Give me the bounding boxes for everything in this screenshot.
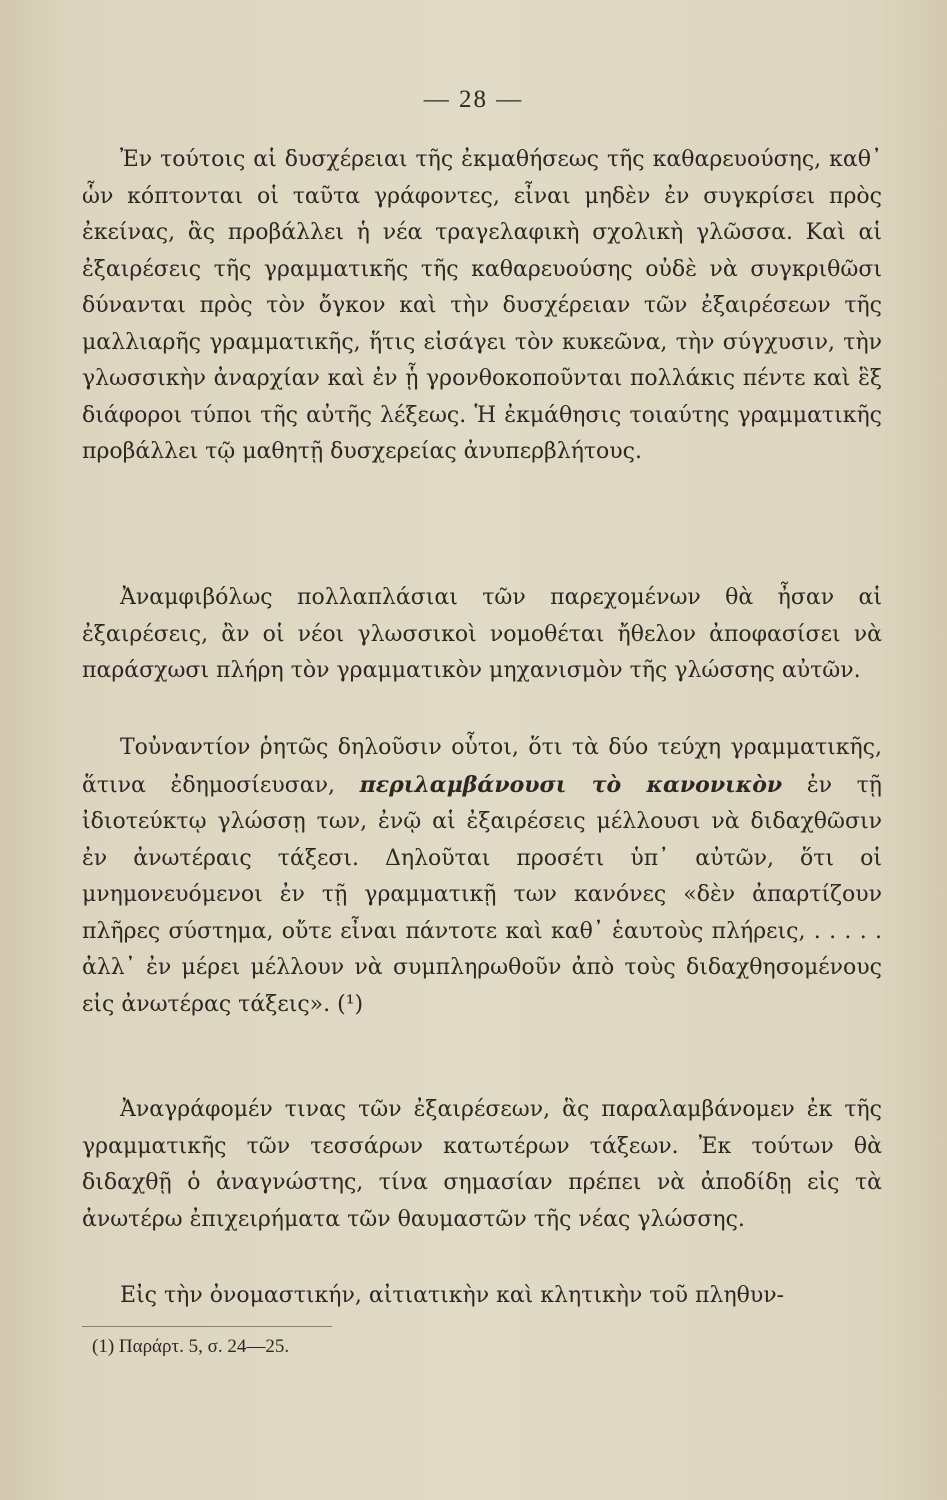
paragraph-1: Ἐν τούτοις αἱ δυσχέρειαι τῆς ἐκμαθήσεως τῆς καθαρευούσης, καθ᾽ ὧν κόπτονται οἱ ταῦτα γράφοντες, εἶναι μηδὲν ἐν συγκρίσει πρὸς ἐκείνας, ἃς προβάλλει ἡ νέα τραγελαφικὴ σχολικὴ γλῶσσα. Καὶ αἱ ἐξαιρέσεις τῆς γραμματικῆς τῆς καθαρευούσης οὐδὲ νὰ συγκριθῶσι δύνανται πρὸς τὸν ὄγκον καὶ τὴν δυσχέρειαν τῶν ἐξαιρέσεων τῆς μαλλιαρῆς γραμματικῆς, ἥτις εἰσάγει τὸν κυκεῶνα, τὴν σύγχυσιν, τὴν γλωσσικὴν ἀναρχίαν καὶ ἐν ᾗ γρονθοκοποῦνται πολλάκις πέντε καὶ ἓξ διάφοροι τύποι τῆς αὐτῆς λέξεως. Ἡ ἐκμάθησις τοιαύτης γραμματικῆς προβάλλει τῷ μαθητῇ δυσχερείας ἀνυπερβλήτους.: [82, 147, 882, 464]
paragraph-1-block: [82, 142, 882, 471]
paragraph-3: [82, 730, 882, 1023]
paragraph-2: Ἀναμφιβόλως πολλαπλάσιαι τῶν παρεχομένων θὰ ἦσαν αἱ ἐξαιρέσεις, ἂν οἱ νέοι γλωσσικοὶ νομοθέται ἤθελον ἀποφασίσει νὰ παράσχωσι πλήρη τὸν γραμματικὸν μηχανισμὸν τῆς γλώσσης αὐτῶν.: [82, 585, 882, 683]
footnote: (1) Παράρτ. 5, σ. 24—25.: [92, 1336, 290, 1357]
paragraph-2-block: [82, 580, 882, 690]
paragraph-3-text-a: Τοὐναντίον ῥητῶς δηλοῦσιν οὗτοι, ὅτι τὰ δύο τεύχη γραμματικῆς, ἅτινα ἐδημοσίευσαν,: [82, 735, 882, 798]
paragraph-5-block: [82, 1278, 882, 1315]
paragraph-5: Εἰς τὴν ὀνομαστικήν, αἰτιατικὴν καὶ κλητικὴν τοῦ πληθυν-: [120, 1283, 785, 1308]
paragraph-3-block: [82, 730, 882, 1023]
footnote-divider: [82, 1326, 332, 1327]
paragraph-3-text-b: ἐν τῇ ἰδιοτεύκτῳ γλώσσῃ των, ἐνῷ αἱ ἐξαιρέσεις μέλλουσι νὰ διδαχθῶσιν ἐν ἀνωτέραις τάξεσι. Δηλοῦται προσέτι ὑπ᾽ αὐτῶν, ὅτι οἱ μνημονευόμενοι ἐν τῇ γραμματικῇ των κανόνες «δὲν ἀπαρτίζουν πλῆρες σύστημα, οὔτε εἶναι πάντοτε καὶ καθ᾽ ἑαυτοὺς πλήρεις, . . . . . ἀλλ᾽ ἐν μέρει μέλλουν νὰ συμπληρωθοῦν ἀπὸ τοὺς διδαχθησομένους εἰς ἀνωτέρας τάξεις». (¹): [82, 772, 882, 1017]
paragraph-4: Ἀναγράφομέν τινας τῶν ἐξαιρέσεων, ἃς παραλαμβάνομεν ἐκ τῆς γραμματικῆς τῶν τεσσάρων κατωτέρων τάξεων. Ἐκ τούτων θὰ διδαχθῇ ὁ ἀναγνώστης, τίνα σημασίαν πρέπει νὰ ἀποδίδῃ εἰς τὰ ἀνωτέρω ἐπιχειρήματα τῶν θαυμαστῶν τῆς νέας γλώσσης.: [82, 1097, 882, 1232]
paragraph-4-block: [82, 1092, 882, 1238]
page-number: — 28 —: [423, 86, 524, 113]
paragraph-3-emphasis: περιλαμβάνουσι τὸ κανονικὸν: [359, 771, 783, 798]
